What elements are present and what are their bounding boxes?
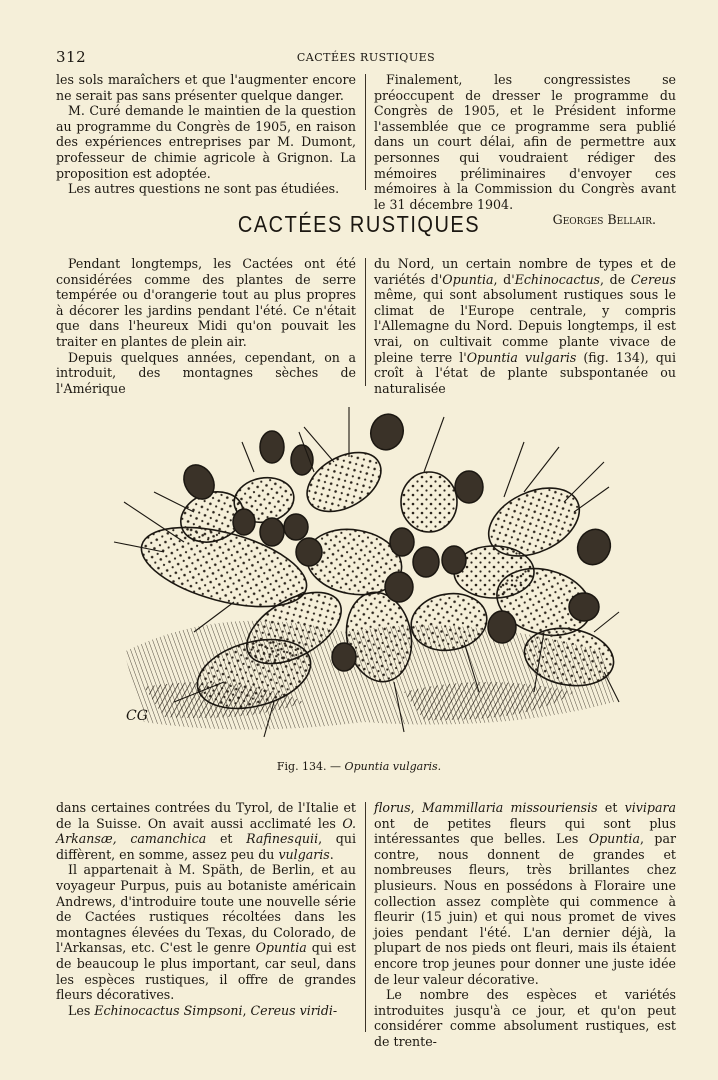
column-divider: [365, 802, 366, 1032]
mid-left-column: [56, 256, 356, 396]
paragraph: les sols maraîchers et que l'augmenter encore ne serait pas sans présenter quelque danger.: [56, 72, 356, 103]
paragraph: Les Echinocactus Simpsoni, Cereus viridi-: [68, 1002, 338, 1018]
paragraph: Les autres questions ne sont pas étudiées.: [68, 181, 340, 197]
top-left-column: [56, 72, 356, 197]
paragraph: Depuis quelques années, cependant, on a introduit, des montagnes sèches de l'Amérique: [56, 349, 356, 396]
bottom-left-column: [56, 800, 356, 1018]
paragraph: florus, Mammillaria missouriensis et vivipara ont de petites fleurs qui sont plus intéressantes que belles. Les Opuntia, par contre, nous donnent de grandes et nombreuses fleurs, très brillantes chez plusieurs. Nous en possédons à Floraire une collection assez complète qui commence à fleurir (15 juin) et qui nous promet de vives joies pendant l'été. L'an dernier déjà, la plupart de nos pieds ont fleuri, mais ils étaient encore trop jeunes pour donner une juste idée de leur valeur décorative.: [374, 800, 676, 987]
author-signature: Georges Bellair.: [552, 212, 656, 228]
paragraph: Pendant longtemps, les Cactées ont été considérées comme des plantes de serre tempérée ou d'orangerie tout au plus propres à décorer les jardins pendant l'été. Ce n'était que dans l'heureux Midi qu'on pouvait les traiter en plantes de plein air.: [56, 256, 356, 349]
paragraph: Le nombre des espèces et variétés introduites jusqu'à ce jour, et qu'on peut considérer comme absolument rustiques, est de trente-: [374, 987, 676, 1049]
paragraph: Finalement, les congressistes se préoccupent de dresser le programme du Congrès de 1905, et le Président informe l'assemblée que ce programme sera publié dans un court délai, afin de permettre aux personnes qui voudraient rédiger des mémoires préliminaires d'envoyer ces mémoires à la Commission du Congrès avant le 31 décembre 1904.: [374, 72, 676, 212]
mid-right-column: [374, 256, 676, 396]
paragraph: du Nord, un certain nombre de types et de variétés d'Opuntia, d'Echinocactus, de Cereus même, qui sont absolument rustiques sous le climat de l'Europe centrale, y compris l'Allemagne du Nord. Depuis longtemps, il est vrai, on cultivait comme plante vivace de pleine terre l'Opuntia vulgaris (fig. 134), qui croît à l'état de plante subspontanée ou naturalisée: [374, 256, 677, 396]
paragraph: M. Curé demande le maintien de la question au programme du Congrès de 1905, en raison des expériences entreprises par M. Dumont, professeur de chimie agricole à Grignon. La proposition est adoptée.: [56, 103, 356, 181]
paragraph: Il appartenait à M. Späth, de Berlin, et au voyageur Purpus, puis au botaniste américain Andrews, d'introduire toute une nouvelle série de Cactées rustiques récoltées dans les montagnes élevées du Texas, du Colorado, de l'Arkansas, etc. C'est le genre Opuntia qui est de beaucoup le plus important, car seul, dans les espèces rustiques, il offre de grandes fleurs décoratives.: [56, 862, 356, 1003]
column-divider: [365, 74, 366, 190]
page-number: 312: [56, 48, 87, 66]
figure-caption: Fig. 134. — Opuntia vulgaris.: [276, 760, 442, 773]
bottom-right-column: [374, 800, 676, 1050]
paragraph: dans certaines contrées du Tyrol, de l'Italie et de la Suisse. On avait aussi acclimaté les O. Arkansæ, camanchica et Rafinesquii, qui diffèrent, en somme, assez peu du vulgaris.: [56, 800, 356, 862]
top-right-column: [374, 72, 676, 228]
column-divider: [365, 258, 366, 386]
article-title: CACTÉES RUSTIQUES: [237, 212, 481, 238]
artist-signature: CG: [126, 708, 148, 724]
running-title: CACTÉES RUSTIQUES: [296, 51, 436, 64]
page-header: [56, 46, 676, 68]
opuntia-illustration: [104, 402, 624, 752]
